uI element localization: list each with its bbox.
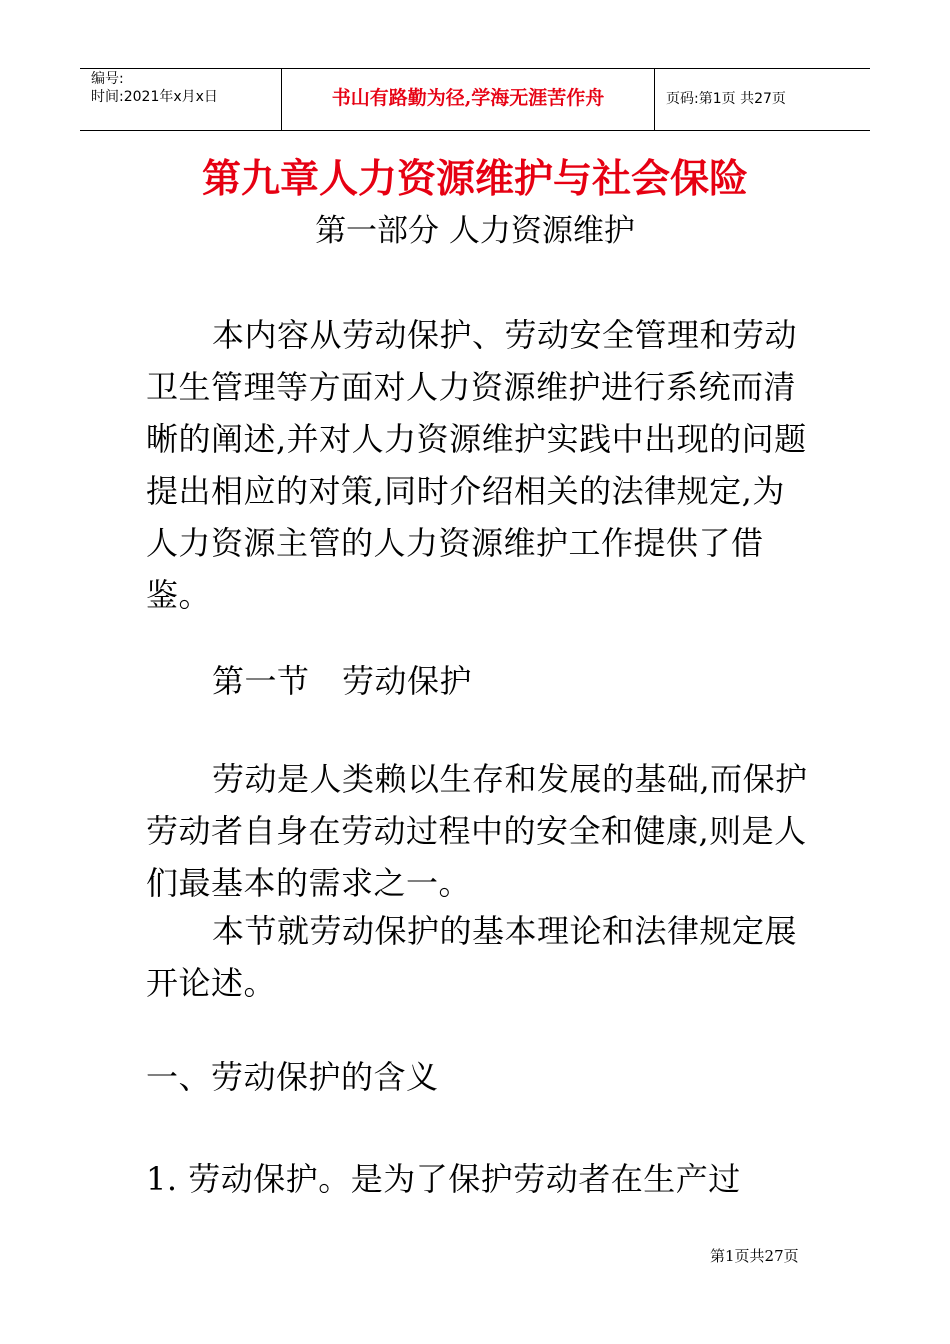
chapter-title: 第九章人力资源维护与社会保险 — [201, 156, 748, 202]
motto-text: 书山有路勤为径,学海无涯苦作舟 — [331, 87, 605, 109]
part-subtitle: 第一部分 人力资源维护 — [315, 213, 635, 249]
paragraph: 本节就劳动保护的基本理论和法律规定展开论述。 — [146, 912, 798, 1002]
header-page-cell — [655, 69, 870, 130]
list-item: 1. 劳动保护。是为了保护劳动者在生产过 — [146, 1160, 741, 1198]
intro-paragraph: 本内容从劳动保护、劳动安全管理和劳动卫生管理等方面对人力资源维护进行系统而清晰的阐述,并对人力资源维护实践中出现的问题提出相应的对策,同时介绍相关的法律规定,为人力资源主管的人力资源维护工作提供了借鉴。 — [146, 316, 807, 614]
document-header — [80, 68, 870, 131]
header-motto-cell — [282, 69, 655, 130]
page-info: 页码:第1页 共27页 — [666, 91, 786, 107]
subheading: 一、劳动保护的含义 — [146, 1058, 439, 1096]
number-label: 编号: — [91, 71, 124, 87]
header-meta-cell — [80, 69, 282, 130]
section-heading: 第一节 劳动保护 — [212, 662, 473, 700]
footer-page-number: 第1页共27页 — [710, 1247, 799, 1265]
paragraph: 劳动是人类赖以生存和发展的基础,而保护劳动者自身在劳动过程中的安全和健康,则是人们最基本的需求之一。 — [146, 760, 808, 902]
time-label: 时间:2021年x月x日 — [91, 89, 218, 105]
